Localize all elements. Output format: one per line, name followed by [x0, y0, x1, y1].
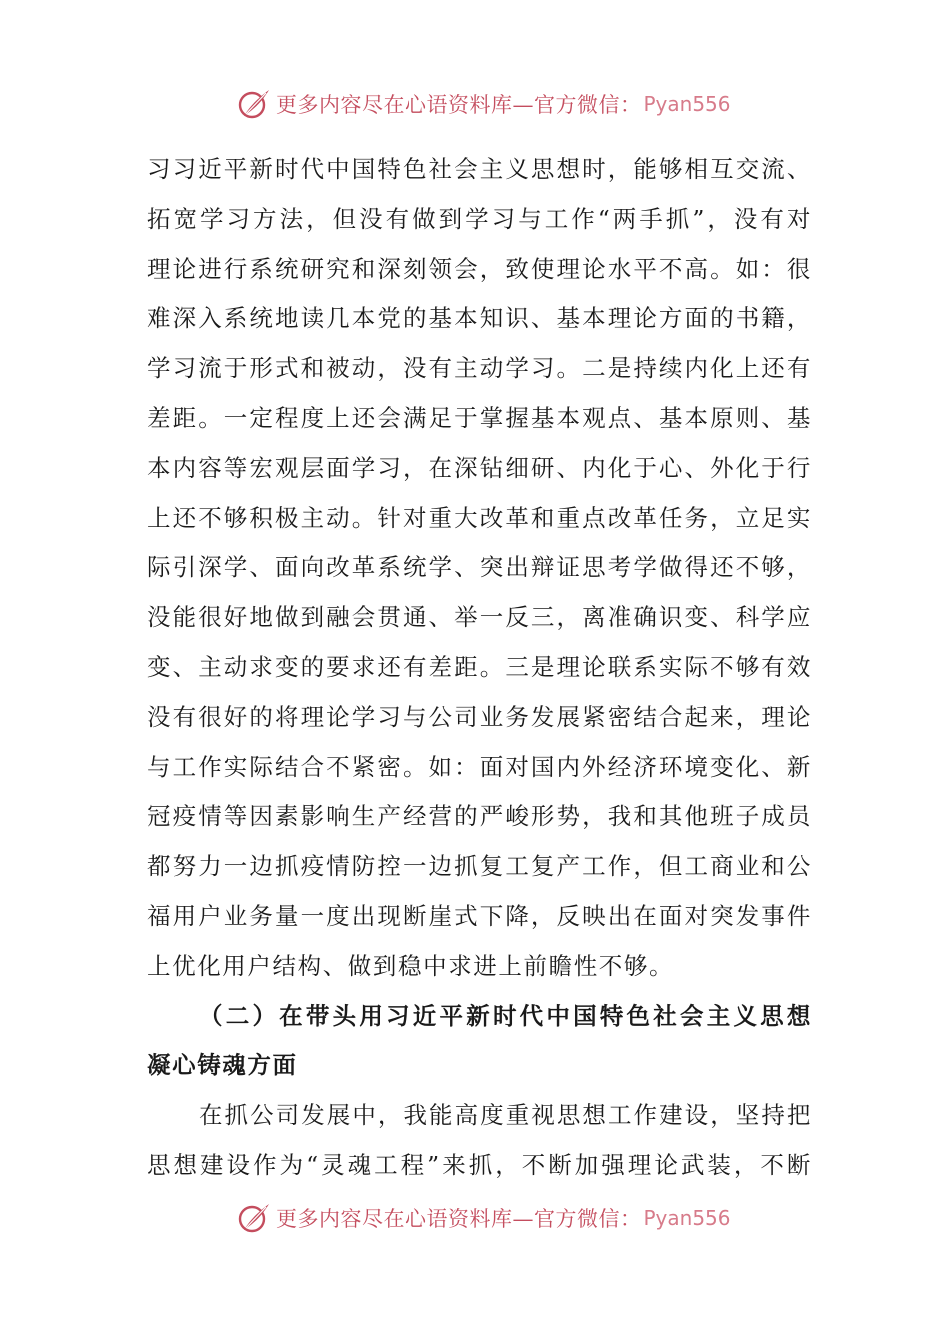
watermark-footer — [236, 1202, 731, 1238]
body-line: 没有很好的将理论学习与公司业务发展紧密结合起来，理论 — [147, 702, 812, 731]
body-line: 难深入系统地读几本党的基本知识、基本理论方面的书籍， — [147, 304, 812, 333]
feather-pen-logo-icon — [236, 1202, 272, 1236]
body-line: 差距。一定程度上还会满足于掌握基本观点、基本原则、基 — [147, 403, 812, 432]
paragraph-line: 在抓公司发展中，我能高度重视思想工作建设，坚持把 — [199, 1101, 812, 1130]
body-line: 福用户业务量一度出现断崖式下降，反映出在面对突发事件 — [147, 901, 812, 930]
body-line: 上还不够积极主动。针对重大改革和重点改革任务，立足实 — [147, 503, 812, 532]
watermark-wechat-id: Pyan556 — [643, 92, 731, 116]
watermark-header — [236, 84, 731, 124]
document-body — [147, 145, 812, 1191]
feather-pen-logo-icon — [236, 86, 272, 122]
body-line: 冠疫情等因素影响生产经营的严峻形势，我和其他班子成员 — [147, 802, 812, 831]
body-line: 理论进行系统研究和深刻领会，致使理论水平不高。如：很 — [147, 254, 812, 283]
body-line: 没能很好地做到融会贯通、举一反三，离准确识变、科学应 — [147, 603, 812, 632]
section-heading: （二）在带头用习近平新时代中国特色社会主义思想 — [199, 1001, 812, 1030]
section-heading-continued: 凝心铸魂方面 — [147, 1051, 298, 1080]
body-line: 都努力一边抓疫情防控一边抓复工复产工作，但工商业和公 — [147, 852, 812, 881]
paragraph-line: 思想建设作为“灵魂工程”来抓，不断加强理论武装，不断 — [147, 1150, 812, 1179]
body-line: 与工作实际结合不紧密。如：面对国内外经济环境变化、新 — [147, 752, 812, 781]
watermark-wechat-id: Pyan556 — [643, 1206, 731, 1230]
watermark-text: 更多内容尽在心语资料库—官方微信： — [276, 1207, 642, 1231]
watermark-text: 更多内容尽在心语资料库—官方微信： — [276, 93, 642, 117]
body-line: 际引深学、面向改革系统学、突出辩证思考学做得还不够， — [147, 553, 812, 582]
body-line: 习习近平新时代中国特色社会主义思想时，能够相互交流、 — [147, 155, 812, 183]
body-line: 本内容等宏观层面学习，在深钻细研、内化于心、外化于行 — [147, 453, 812, 482]
body-line: 上优化用户结构、做到稳中求进上前瞻性不够。 — [147, 951, 675, 980]
body-line: 学习流于形式和被动，没有主动学习。二是持续内化上还有 — [147, 354, 812, 383]
body-line: 变、主动求变的要求还有差距。三是理论联系实际不够有效 — [147, 652, 812, 681]
body-line: 拓宽学习方法，但没有做到学习与工作“两手抓”，没有对 — [147, 204, 812, 233]
